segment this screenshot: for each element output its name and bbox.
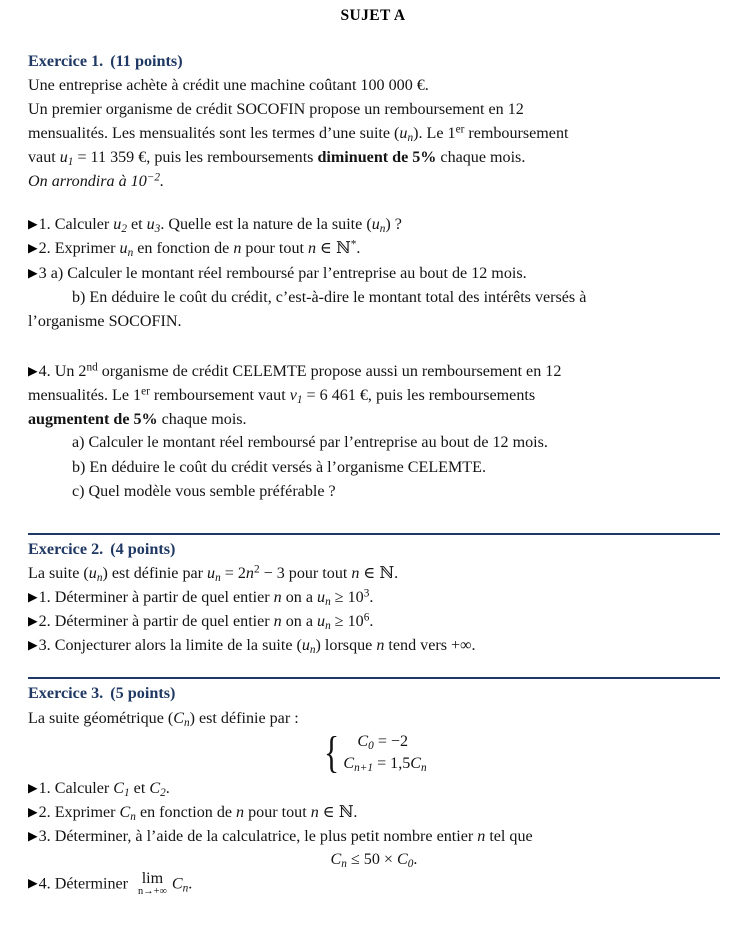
text-fragment: − 3 pour tout (259, 565, 352, 583)
text-fragment: 3 a) Calculer le montant réel remboursé par l’entreprise au bout de 12 mois. (38, 264, 527, 282)
triangle-bullet-icon: ▶ (28, 876, 38, 891)
ordinal-suffix: nd (86, 361, 98, 374)
text-fragment: ∈ ℕ. (318, 803, 358, 821)
math-sub-n: n (182, 882, 189, 895)
exercise-1-question-4-line-2 (28, 384, 720, 408)
math-var-C: C (173, 709, 184, 727)
math-var-u: u (371, 216, 380, 234)
math-sub-n-plus-1: n+1 (354, 762, 374, 775)
math-sub-2: 2 (160, 786, 166, 799)
spacer (0, 504, 746, 524)
exercise-1-question-3 (28, 262, 720, 286)
exercise-3-divider (28, 677, 720, 679)
math-sub-3: 3 (154, 223, 161, 236)
exercise-1-intro-line-2: Un premier organisme de crédit SOCOFIN propose un remboursement en 12 (28, 101, 524, 119)
text-fragment: 2. Exprimer (38, 240, 120, 258)
math-var-n: n (351, 565, 360, 583)
emphasis-decrease: diminuent de 5% (317, 148, 437, 166)
exercise-1-question-4a: a) Calculer le montant réel remboursé par l’entreprise au bout de 12 mois. (72, 434, 548, 452)
exercise-2-question-1 (28, 586, 720, 610)
math-var-u: u (207, 565, 216, 583)
triangle-bullet-icon: ▶ (28, 217, 38, 232)
exercise-1-intro-line-1: Une entreprise achète à crédit une machine coûtant 100 000 €. (28, 77, 429, 95)
text-fragment: chaque mois. (157, 410, 247, 428)
limit-subscript: n→+∞ (138, 886, 167, 898)
math-var-C: C (171, 875, 183, 893)
text-fragment: vaut (28, 148, 60, 166)
limit-label: lim (141, 869, 164, 887)
text-fragment: organisme de crédit CELEMTE propose aussi un remboursement en 12 (97, 362, 562, 380)
math-var-u: u (317, 613, 326, 631)
math-var-n: n (376, 637, 385, 655)
exercise-1-points: (11 points) (110, 52, 183, 70)
text-fragment: tel que (485, 827, 533, 845)
limit-operator (138, 871, 167, 898)
math-sub-n: n (309, 644, 316, 657)
math-var-C: C (410, 754, 422, 772)
exercise-1-question-3b-continuation: l’organisme SOCOFIN. (28, 312, 182, 330)
text-fragment: ) lorsque (315, 637, 377, 655)
text-fragment: = −2 (373, 733, 409, 751)
math-sub-2: 2 (121, 223, 127, 236)
exam-page (0, 7, 746, 928)
text-fragment: 1. Calculer (38, 779, 114, 797)
math-sub-0: 0 (407, 858, 414, 871)
exercise-3-intro (28, 707, 720, 731)
text-fragment: . (369, 613, 374, 631)
triangle-bullet-icon: ▶ (28, 638, 38, 653)
text-fragment: remboursement vaut (149, 386, 290, 404)
exercise-1-question-2 (28, 237, 720, 261)
ordinal-suffix: er (141, 385, 150, 398)
text-fragment: et (129, 779, 150, 797)
exercise-3-question-4 (28, 871, 720, 898)
text-fragment: 2. Exprimer (38, 803, 120, 821)
math-var-u: u (146, 216, 155, 234)
triangle-bullet-icon: ▶ (28, 241, 38, 256)
math-var-C: C (149, 779, 161, 797)
math-sub-n: n (215, 572, 221, 585)
text-fragment: ∈ ℕ (316, 240, 351, 258)
math-var-n: n (245, 565, 254, 583)
text-fragment: ) ? (385, 216, 402, 234)
left-curly-brace-icon: { (324, 727, 340, 777)
text-fragment: . (160, 172, 165, 190)
text-fragment: 2. Déterminer à partir de quel entier (38, 613, 274, 631)
triangle-bullet-icon: ▶ (28, 828, 38, 843)
text-fragment: La suite ( (28, 565, 89, 583)
math-var-C: C (119, 803, 131, 821)
spacer (28, 193, 720, 213)
exercise-2-intro (28, 562, 720, 586)
math-sub-1: 1 (296, 393, 303, 406)
text-fragment: ≥ 10 (330, 613, 364, 631)
text-fragment: pour tout (241, 240, 308, 258)
math-var-u: u (88, 565, 97, 583)
exercise-2-divider (28, 533, 720, 535)
math-sub-n: n (407, 132, 414, 145)
exercise-3-question-1 (28, 777, 720, 801)
triangle-bullet-icon: ▶ (28, 780, 38, 795)
text-fragment: chaque mois. (436, 148, 526, 166)
exponent-minus-2: −2 (146, 170, 161, 183)
math-var-n: n (233, 240, 242, 258)
system-row-recurrence (343, 753, 426, 775)
text-fragment: = 1,5 (373, 754, 411, 772)
text-fragment: . (356, 240, 361, 258)
math-sub-n: n (341, 858, 347, 871)
math-var-n: n (307, 240, 317, 258)
text-fragment: = 11 359 €, puis les remboursements (73, 148, 318, 166)
text-fragment: remboursement (464, 124, 569, 142)
exercise-3-points: (5 points) (110, 684, 176, 703)
math-var-u: u (113, 216, 122, 234)
text-fragment: 4. Déterminer (38, 875, 128, 893)
emphasis-increase: augmentent de 5% (28, 410, 158, 428)
exercise-3-inequality (28, 851, 720, 869)
text-fragment: = 2 (220, 565, 246, 583)
math-var-u: u (301, 637, 310, 655)
math-sub-n: n (325, 620, 331, 633)
spacer (28, 334, 720, 360)
exercise-3-title: Exercice 3. (28, 684, 104, 703)
math-sub-0: 0 (368, 740, 374, 753)
triangle-bullet-icon: ▶ (28, 589, 38, 604)
math-var-u: u (317, 588, 326, 606)
text-fragment: tend vers +∞. (384, 637, 476, 655)
math-sub-n: n (130, 810, 136, 823)
text-fragment: . Quelle est la nature de la suite ( (160, 216, 372, 234)
exercise-3-heading (28, 683, 720, 703)
text-fragment: . (188, 875, 193, 893)
exercise-3-recurrence-system (28, 727, 720, 777)
exercise-2-points: (4 points) (110, 539, 176, 558)
exercise-2-title: Exercice 2. (28, 539, 104, 558)
exercise-1-question-1 (28, 213, 720, 237)
exercise-1-heading (28, 51, 720, 71)
triangle-bullet-icon: ▶ (28, 363, 38, 378)
spacer (0, 658, 746, 667)
exponent-3: 3 (363, 587, 370, 600)
math-sub-n: n (96, 572, 103, 585)
exercise-1-question-4-line-3 (28, 408, 720, 432)
math-var-n: n (236, 803, 245, 821)
math-sub-1: 1 (124, 786, 130, 799)
page-title: SUJET A (340, 7, 406, 24)
exercise-3-question-2 (28, 801, 720, 825)
text-fragment: On arrondira à 10 (28, 172, 147, 190)
exercise-2-question-2 (28, 610, 720, 634)
math-sub-n: n (325, 596, 331, 609)
text-fragment: on a (281, 613, 318, 631)
text-fragment: en fonction de (133, 240, 234, 258)
text-fragment: ∈ ℕ. (359, 565, 399, 583)
text-fragment: mensualités. Les mensualités sont les termes d’une suite ( (28, 124, 400, 142)
text-fragment: ≥ 10 (330, 588, 364, 606)
system-rows (343, 731, 426, 774)
math-var-C: C (113, 779, 125, 797)
exercise-1-question-3b: b) En déduire le coût du crédit, c’est-à-dire le montant total des intérêts versés à (72, 288, 587, 306)
text-fragment: mensualités. Le 1 (28, 386, 142, 404)
text-fragment: . (369, 588, 374, 606)
text-fragment: ). Le 1 (413, 124, 456, 142)
math-var-C: C (343, 754, 355, 772)
text-fragment: 1. Calculer (38, 216, 114, 234)
math-var-n: n (477, 827, 486, 845)
text-fragment: 1. Déterminer à partir de quel entier (38, 588, 274, 606)
exercise-2-heading (28, 539, 720, 559)
math-var-v: v (289, 386, 297, 404)
text-fragment: 3. Conjecturer alors la limite de la suite ( (38, 637, 302, 655)
math-var-n: n (310, 803, 319, 821)
text-fragment: 4. Un 2 (38, 362, 87, 380)
math-sub-1: 1 (67, 155, 74, 168)
math-var-u: u (119, 240, 128, 258)
exercise-1-rounding-note (28, 170, 720, 194)
text-fragment: ) est définie par : (189, 709, 299, 727)
text-fragment: en fonction de (135, 803, 237, 821)
math-var-u: u (399, 124, 408, 142)
exercise-2-question-3 (28, 634, 720, 658)
ordinal-suffix: er (455, 123, 465, 136)
text-fragment: et (126, 216, 147, 234)
text-fragment: ≤ 50 × (346, 850, 398, 868)
exercise-2-section (0, 539, 746, 658)
math-sub-n: n (184, 716, 190, 729)
triangle-bullet-icon: ▶ (28, 804, 38, 819)
text-fragment: La suite géométrique ( (28, 709, 174, 727)
exercise-1-question-4b: b) En déduire le coût du crédit versés à l’organisme CELEMTE. (72, 458, 486, 476)
text-fragment: . (413, 850, 418, 868)
exercise-1-intro-line-3 (28, 122, 720, 146)
exponent-2: 2 (253, 563, 260, 576)
exercise-3-section (0, 683, 746, 898)
exercise-1-question-4 (28, 360, 720, 384)
math-var-C: C (397, 850, 408, 868)
triangle-bullet-icon: ▶ (28, 614, 38, 629)
math-var-n: n (273, 613, 282, 631)
exponent-6: 6 (363, 611, 370, 624)
triangle-bullet-icon: ▶ (28, 265, 38, 280)
math-var-u: u (59, 148, 68, 166)
math-sub-n: n (421, 762, 427, 775)
text-fragment: ) est définie par (102, 565, 208, 583)
math-var-C: C (330, 850, 342, 868)
math-sub-n: n (379, 223, 386, 236)
text-fragment: . (165, 779, 170, 797)
exercise-1-title: Exercice 1. (28, 52, 104, 70)
star-superscript: * (350, 238, 357, 251)
text-fragment: 3. Déterminer, à l’aide de la calculatrice, le plus petit nombre entier (38, 827, 478, 845)
exercise-3-question-3 (28, 825, 720, 849)
exercise-1-section (0, 51, 746, 504)
math-var-n: n (273, 588, 282, 606)
system-row-initial-term (343, 731, 426, 753)
text-fragment: on a (281, 588, 318, 606)
exercise-1-intro-line-4 (28, 146, 720, 170)
text-fragment: = 6 461 €, puis les remboursements (302, 386, 536, 404)
math-sub-n: n (127, 247, 134, 260)
text-fragment: pour tout (244, 803, 311, 821)
exercise-1-question-4c: c) Quel modèle vous semble préférable ? (72, 482, 336, 500)
math-var-C: C (357, 733, 369, 751)
